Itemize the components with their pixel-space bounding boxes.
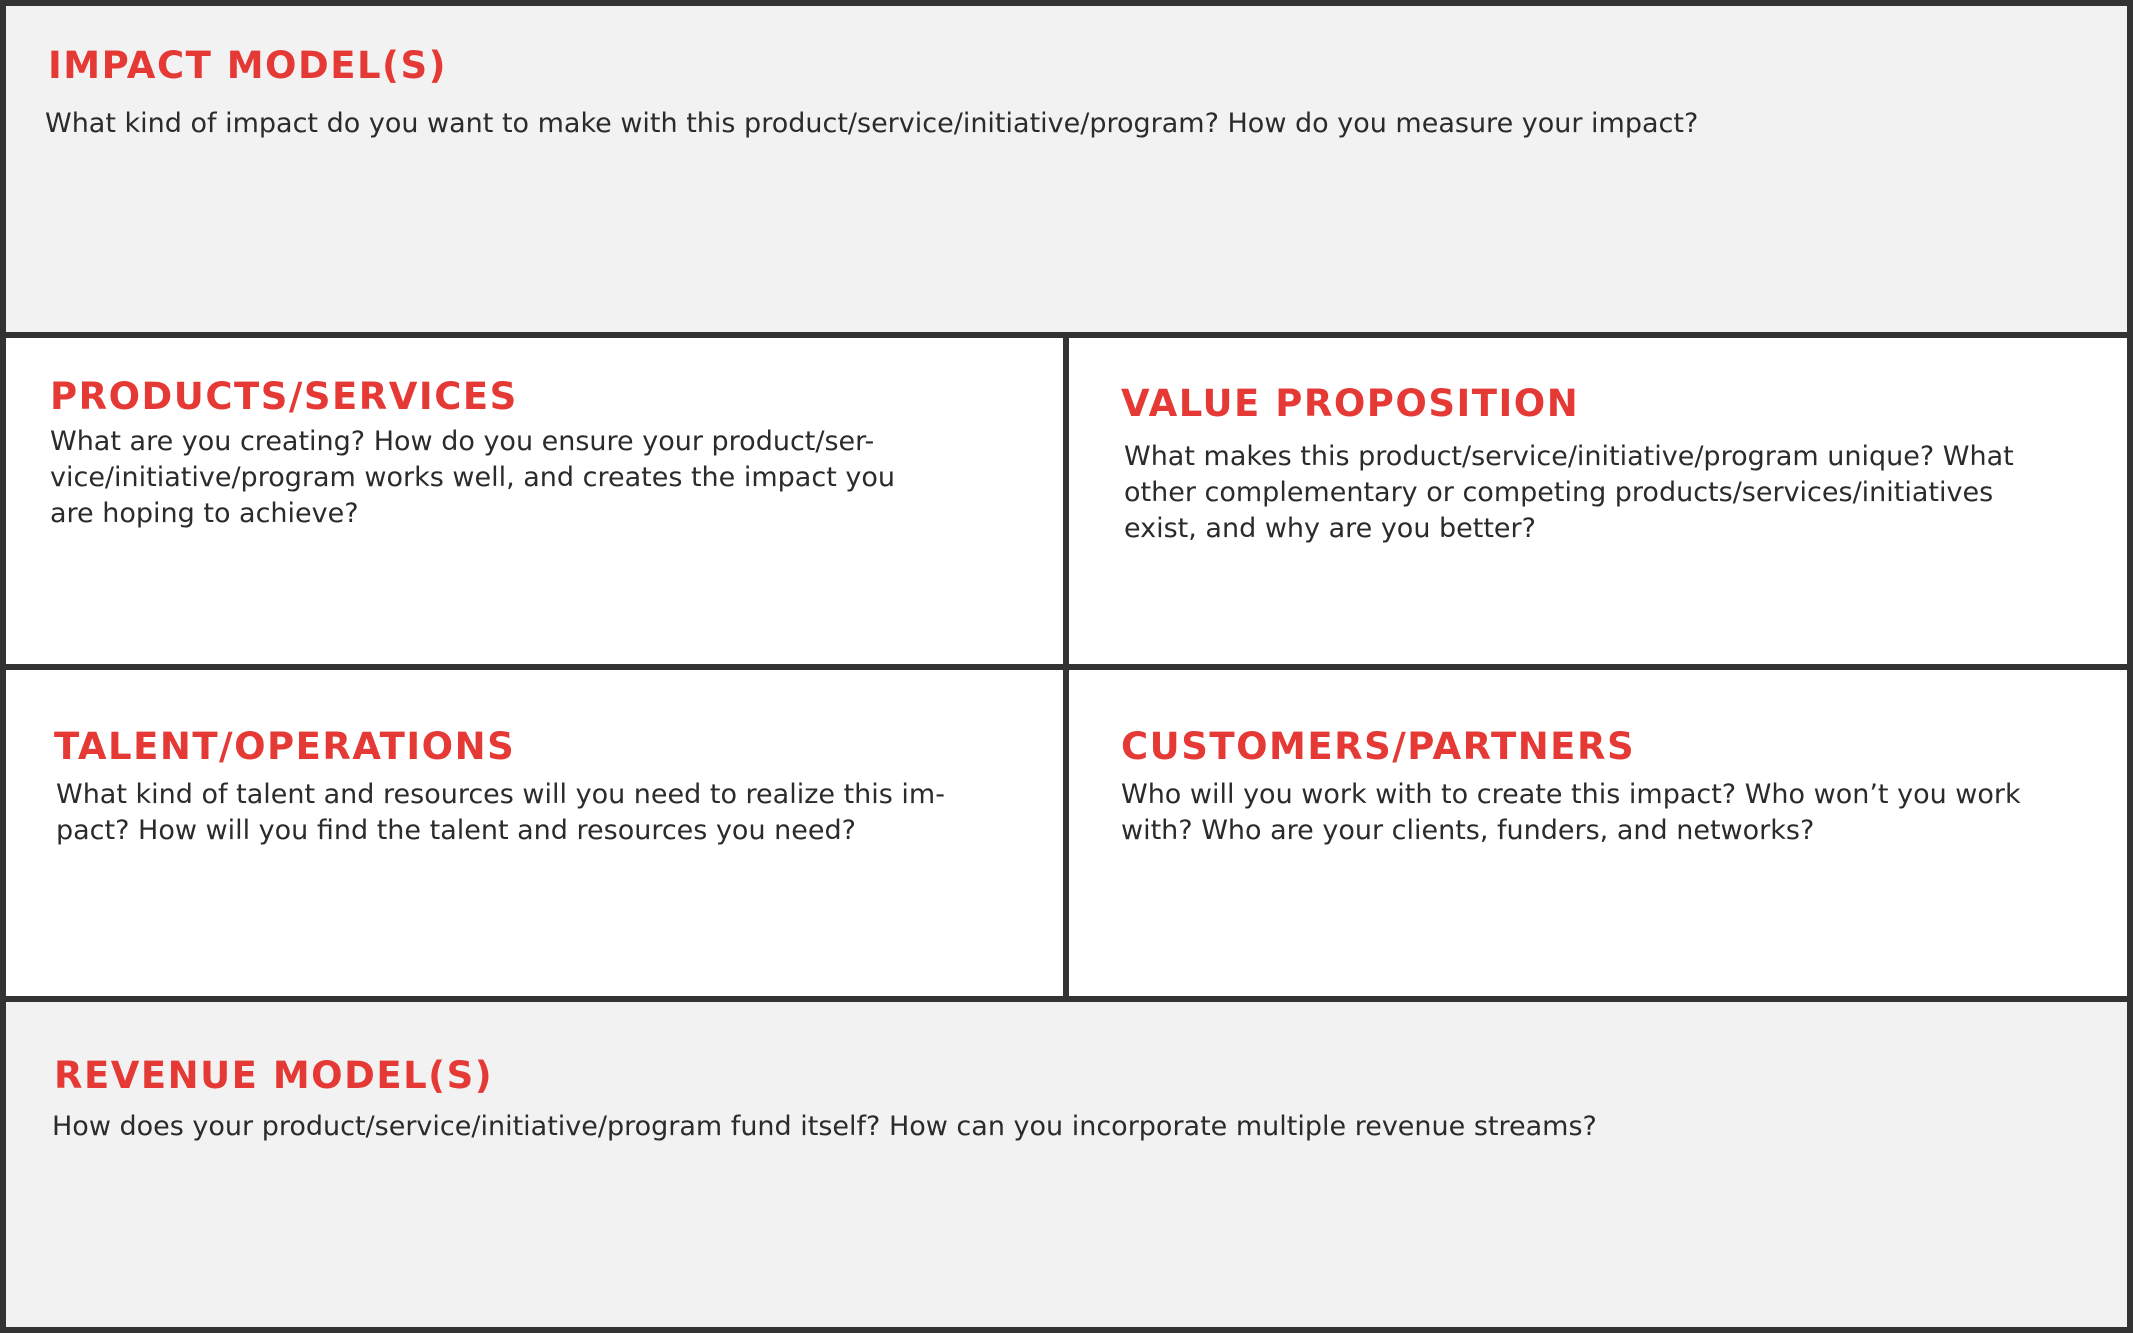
value-proposition-section: [1069, 338, 2127, 664]
impact-model-section: [6, 6, 2127, 332]
revenue-model-title: REVENUE MODEL(S): [54, 1054, 494, 1097]
value-proposition-description: What makes this product/service/initiative/program unique? What other complementary or competing products/services/initiatives exist, and why are you better?: [1124, 441, 2014, 544]
impact-model-description: What kind of impact do you want to make with this product/service/initiative/program? How do you measure your impact?: [45, 108, 1699, 139]
talent-operations-section: [6, 670, 1063, 996]
products-services-section: [6, 338, 1063, 664]
value-proposition-title: VALUE PROPOSITION: [1121, 382, 1580, 425]
products-services-title: PRODUCTS/SERVICES: [50, 375, 518, 418]
revenue-model-section: [6, 1002, 2127, 1327]
products-services-description: What are you creating? How do you ensure your product/ser- vice/initiative/program works well, and creates the impact you are hoping to achieve?: [50, 426, 895, 529]
impact-model-title: IMPACT MODEL(S): [48, 44, 448, 87]
customers-partners-section: [1069, 670, 2127, 996]
revenue-model-description: How does your product/service/initiative/program fund itself? How can you incorporate multiple revenue streams?: [52, 1111, 1597, 1142]
customers-partners-title: CUSTOMERS/PARTNERS: [1121, 725, 1636, 768]
talent-operations-title: TALENT/OPERATIONS: [54, 725, 516, 768]
talent-operations-description: What kind of talent and resources will you need to realize this im- pact? How will you find the talent and resources you need?: [56, 779, 945, 846]
customers-partners-description: Who will you work with to create this impact? Who won’t you work with? Who are your clients, funders, and networks?: [1121, 779, 2021, 846]
